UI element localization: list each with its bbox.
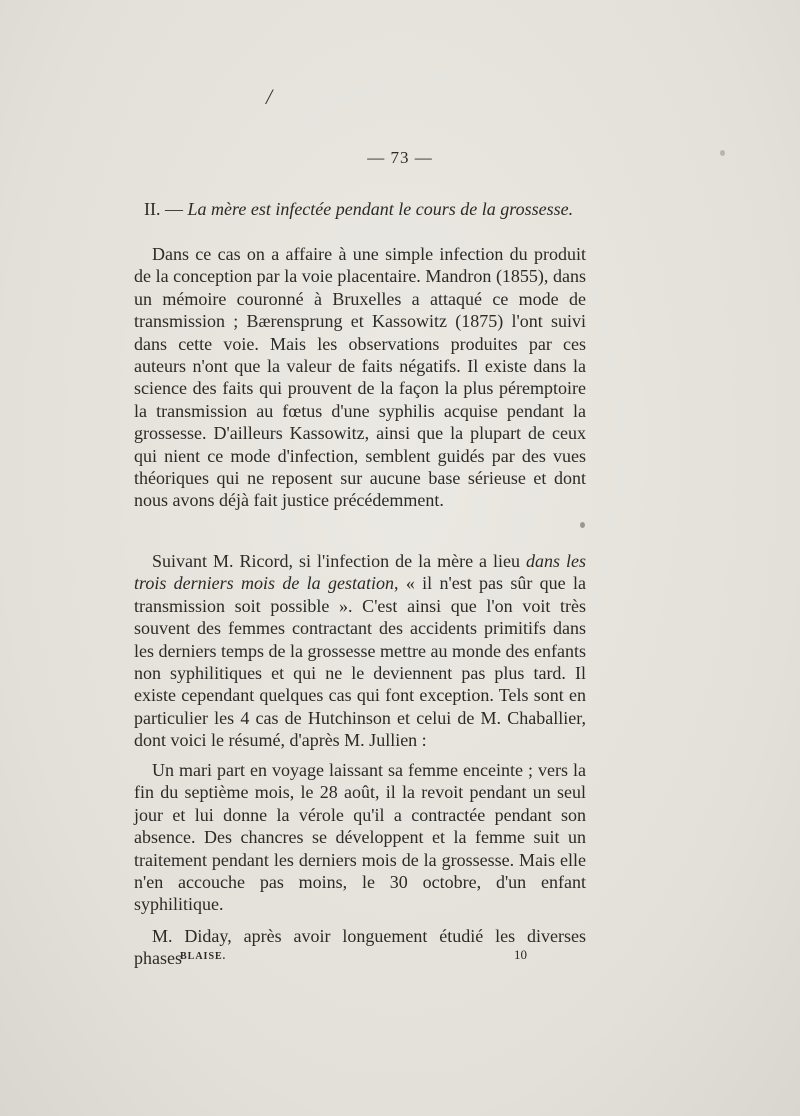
- section-title: La mère est infectée pendant le cours de la grossesse.: [187, 199, 574, 219]
- section-number: II. —: [144, 199, 188, 219]
- paragraph-2-end: , « il n'est pas sûr que la transmission soit possible ». C'est ainsi que l'on voit très souvent des femmes contractant des accidents primitifs dans les derniers temps de la grossesse mettre au monde des enfants non syphilitiques et qui ne le deviennent pas plus tard. Il existe cependant quelques cas qui font exception. Tels sont en particulier les 4 cas de Hutchinson et celui de M. Chaballier, dont voici le résumé, d'après M. Jullien :: [134, 573, 586, 751]
- paragraph-4: M. Diday, après avoir longuement étudié les diverses phases: [134, 926, 586, 969]
- signature-number: 10: [514, 947, 527, 962]
- paragraph-1: Dans ce cas on a affaire à une simple infection du produit de la conception par la voie placentaire. Mandron (1855), dans un mémoire couronné à Bruxelles a attaqué ce mode de transmission ; Bærensprung et Kassowitz (1875) l'ont suivi dans cette voie. Mais les observations produites par ces auteurs n'ont que la valeur de faits négatifs. Il existe dans la science des faits qui prouvent de la façon la plus péremptoire la transmission au fœtus d'une syphilis acquise pendant la grossesse. D'ailleurs Kassowitz, ainsi que la plupart de ceux qui nient ce mode d'infection, semblent guidés par des vues théoriques qui ne reposent sur aucune base sérieuse et dont nous avons déjà fait justice précédemment.: [134, 244, 586, 511]
- margin-pencil-mark: /: [266, 84, 273, 109]
- printer-signature: BLAISE.: [180, 951, 227, 962]
- paragraph-2-italic: dans les trois derniers mois de la gestation: [134, 551, 587, 594]
- paragraph-2-start: Suivant M. Ricord, si l'infection de la mère a lieu: [152, 551, 527, 571]
- section-heading: [144, 199, 573, 220]
- paper-speck: [720, 150, 725, 156]
- paper-speck: [580, 522, 585, 528]
- paragraph-3: Un mari part en voyage laissant sa femme enceinte ; vers la fin du septième mois, le 28 août, il la revoit pendant un seul jour et lui donne la vérole qu'il a contractée pendant son absence. Des chancres se développent et la femme suit un traitement pendant les derniers mois de la grossesse. Mais elle n'en accouche pas moins, le 30 octobre, d'un enfant syphilitique.: [134, 760, 586, 915]
- paragraph-1-block: [134, 243, 586, 512]
- page-number: — 73 —: [367, 148, 433, 167]
- paragraph-2: [134, 550, 586, 752]
- paragraph-2-block: [134, 550, 586, 752]
- paragraph-3-block: [134, 759, 586, 916]
